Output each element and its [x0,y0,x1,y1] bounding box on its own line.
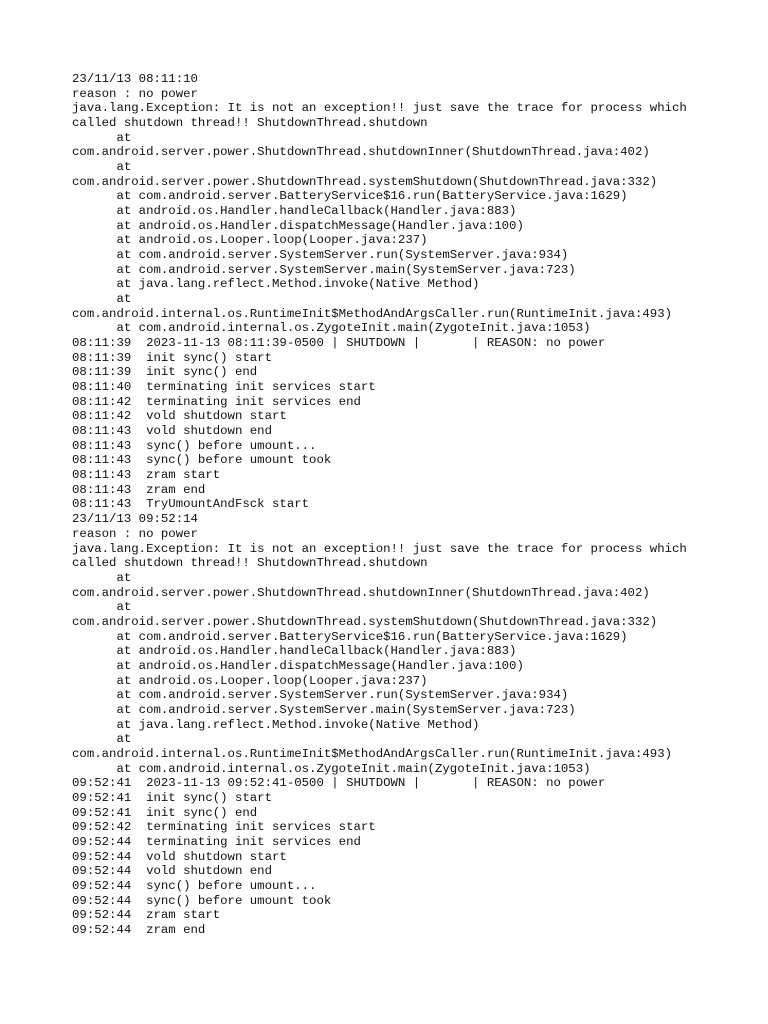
log-line: at [72,600,132,615]
log-line: 09:52:44 zram start [72,908,221,923]
log-line: java.lang.Exception: It is not an exception!! just save the trace for process which [72,101,687,116]
log-line: at com.android.server.SystemServer.main(SystemServer.java:723) [72,702,576,717]
log-line: 08:11:42 terminating init services end [72,394,361,409]
log-line: 08:11:42 vold shutdown start [72,409,287,424]
log-line: 08:11:39 2023-11-13 08:11:39-0500 | SHUTDOWN | | REASON: no power [72,336,606,351]
log-line: 09:52:44 terminating init services end [72,834,361,849]
log-line: 08:11:43 vold shutdown end [72,424,273,439]
log-line: 09:52:44 vold shutdown end [72,864,273,879]
log-line: at com.android.server.BatteryService$16.run(BatteryService.java:1629) [72,629,628,644]
log-line: reason : no power [72,86,198,101]
log-document [72,72,752,938]
log-line: at com.android.internal.os.ZygoteInit.main(ZygoteInit.java:1053) [72,761,591,776]
log-line: 08:11:39 init sync() end [72,365,258,380]
log-line: at android.os.Looper.loop(Looper.java:237) [72,233,428,248]
log-line: com.android.server.power.ShutdownThread.shutdownInner(ShutdownThread.java:402) [72,585,650,600]
log-line: called shutdown thread!! ShutdownThread.shutdown [72,116,428,131]
log-line: at [72,292,132,307]
log-line: com.android.server.power.ShutdownThread.systemShutdown(ShutdownThread.java:332) [72,174,658,189]
log-line: com.android.server.power.ShutdownThread.systemShutdown(ShutdownThread.java:332) [72,614,658,629]
log-line: at android.os.Handler.handleCallback(Handler.java:883) [72,204,517,219]
log-line: 08:11:43 sync() before umount... [72,438,317,453]
log-line: at android.os.Handler.dispatchMessage(Handler.java:100) [72,218,524,233]
log-line: 23/11/13 08:11:10 [72,72,198,86]
log-line: java.lang.Exception: It is not an exception!! just save the trace for process which [72,541,687,556]
log-line: 08:11:39 init sync() start [72,350,273,365]
log-line: at java.lang.reflect.Method.invoke(Native Method) [72,717,480,732]
log-line: 08:11:43 zram start [72,468,221,483]
log-line: 09:52:44 zram end [72,922,206,937]
log-line: 09:52:42 terminating init services start [72,820,376,835]
log-line: at android.os.Looper.loop(Looper.java:237) [72,673,428,688]
log-line: 09:52:44 sync() before umount took [72,893,332,908]
log-line: com.android.server.power.ShutdownThread.shutdownInner(ShutdownThread.java:402) [72,145,650,160]
log-line: 08:11:43 sync() before umount took [72,453,332,468]
log-line: at com.android.server.SystemServer.run(SystemServer.java:934) [72,248,569,263]
log-line: reason : no power [72,526,198,541]
log-line: called shutdown thread!! ShutdownThread.shutdown [72,556,428,571]
log-line: at com.android.server.SystemServer.main(SystemServer.java:723) [72,262,576,277]
log-line: at android.os.Handler.handleCallback(Handler.java:883) [72,644,517,659]
log-line: 23/11/13 09:52:14 [72,512,198,527]
log-line: at [72,160,132,175]
log-line: 09:52:44 sync() before umount... [72,878,317,893]
log-line: 09:52:44 vold shutdown start [72,849,287,864]
log-line: 09:52:41 init sync() end [72,805,258,820]
log-line: at com.android.server.BatteryService$16.run(BatteryService.java:1629) [72,189,628,204]
log-line: 08:11:43 zram end [72,482,206,497]
log-line: at [72,570,132,585]
log-line: 09:52:41 init sync() start [72,790,273,805]
log-line: at android.os.Handler.dispatchMessage(Handler.java:100) [72,658,524,673]
log-line: 09:52:41 2023-11-13 09:52:41-0500 | SHUTDOWN | | REASON: no power [72,776,606,791]
log-line: com.android.internal.os.RuntimeInit$MethodAndArgsCaller.run(RuntimeInit.java:493) [72,306,673,321]
log-line: com.android.internal.os.RuntimeInit$MethodAndArgsCaller.run(RuntimeInit.java:493) [72,746,673,761]
log-line: at [72,130,132,145]
log-line: 08:11:40 terminating init services start [72,380,376,395]
log-line: at [72,732,132,747]
log-line: 08:11:43 TryUmountAndFsck start [72,497,310,512]
log-line: at java.lang.reflect.Method.invoke(Native Method) [72,277,480,292]
log-line: at com.android.internal.os.ZygoteInit.main(ZygoteInit.java:1053) [72,321,591,336]
log-line: at com.android.server.SystemServer.run(SystemServer.java:934) [72,688,569,703]
